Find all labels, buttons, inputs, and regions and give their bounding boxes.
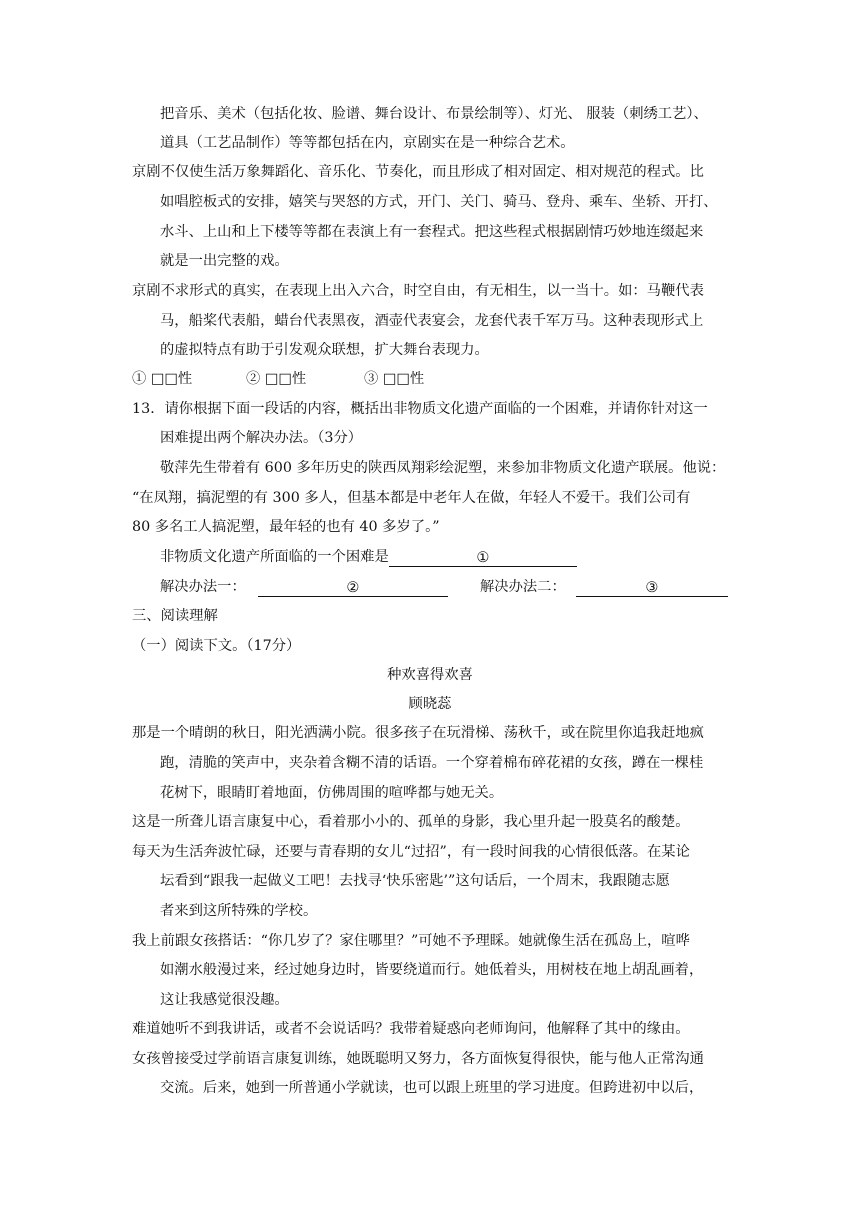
solution-2-answer-blank[interactable] <box>576 578 728 597</box>
solution-2-label: 解决办法二： <box>480 579 566 595</box>
blank-marker: ② <box>346 580 360 596</box>
section-heading: 三、阅读理解 <box>132 608 218 624</box>
subsection-heading: （一）阅读下文。（17分） <box>132 638 301 654</box>
answer-option: ③ □□性 <box>364 371 425 387</box>
article-text: 跑，清脆的笑声中，夹杂着含糊不清的话语。一个穿着棉布碎花裙的女孩，蹲在一棵桂 <box>160 755 704 771</box>
material-text: 80 多名工人搞泥塑，最年轻的也有 40 多岁了。” <box>132 519 440 535</box>
answer-option: ① □□性 <box>132 371 193 387</box>
blank-marker: ① <box>476 550 490 566</box>
text-line: 如唱腔板式的安排，嬉笑与哭怒的方式，开门、关门、骑马、登舟、乘车、坐轿、开打、 <box>160 194 718 210</box>
text-line: 水斗、上山和上下楼等等都在表演上有一套程式。把这些程式根据剧情巧妙地连缀起来 <box>160 224 704 240</box>
material-text: 敬萍先生带着有 600 多年历史的陕西凤翔彩绘泥塑，来参加非物质文化遗产联展。他说： <box>160 460 726 476</box>
article-text: 花树下，眼睛盯着地面，仿佛周围的喧哗都与她无关。 <box>160 785 504 801</box>
article-text: 那是一个晴朗的秋日，阳光洒满小院。很多孩子在玩滑梯、荡秋千，或在院里你追我赶地疯 <box>132 725 704 741</box>
text-line: 京剧不求形式的真实，在表现上出入六合，时空自由，有无相生，以一当十。如：马鞭代表 <box>132 283 704 299</box>
blank-marker: ③ <box>645 580 659 596</box>
article-text: 每天为生活奔波忙碌，还要与青春期的女儿“过招”，有一段时间我的心情很低落。在某论 <box>132 844 690 860</box>
solution-1-answer-blank[interactable] <box>258 578 448 597</box>
text-line: 把音乐、美术（包括化妆、脸谱、舞台设计、布景绘制等）、灯光、 服装（刺绣工艺）、 <box>160 106 708 122</box>
article-text: 如潮水般漫过来，经过她身边时，皆要绕道而行。她低着头，用树枝在地上胡乱画着， <box>160 962 704 978</box>
solution-2-line <box>480 577 728 597</box>
article-text: 我上前跟女孩搭话：“你几岁了？家住哪里？”可她不予理睬。她就像生活在孤岛上，喧哗 <box>132 933 690 949</box>
difficulty-label: 非物质文化遗产所面临的一个困难是 <box>160 549 389 565</box>
answer-option: ② □□性 <box>246 371 307 387</box>
solution-1-line <box>160 577 448 597</box>
article-text: 这让我感觉很没趣。 <box>160 992 289 1008</box>
article-text: 这是一所聋儿语言康复中心，看着那小小的、孤单的身影，我心里升起一股莫名的酸楚。 <box>132 814 690 830</box>
difficulty-answer-blank[interactable] <box>389 548 577 567</box>
difficulty-line <box>160 547 577 567</box>
question-13: 13．请你根据下面一段话的内容，概括出非物质文化遗产面临的一个困难，并请你针对这一 <box>132 401 708 417</box>
question-13-line: 困难提出两个解决办法。（3分） <box>160 430 363 446</box>
article-title: 种欢喜得欢喜 <box>387 667 473 683</box>
article-text: 坛看到“跟我一起做义工吧！去找寻‘快乐密匙’”这句话后，一个周末，我跟随志愿 <box>160 873 670 889</box>
material-text: “在凤翔，搞泥塑的有 300 多人，但基本都是中老年人在做，年轻人不爱干。我们公司有 <box>132 490 691 506</box>
article-text: 难道她听不到我讲话，或者不会说话吗？我带着疑惑向老师询问，他解释了其中的缘由。 <box>132 1021 690 1037</box>
article-text: 者来到这所特殊的学校。 <box>160 903 318 919</box>
text-line: 京剧不仅使生活万象舞蹈化、音乐化、节奏化，而且形成了相对固定、相对规范的程式。比 <box>132 164 704 180</box>
text-line: 就是一出完整的戏。 <box>160 253 289 269</box>
article-author: 顾晓蕊 <box>408 696 452 712</box>
article-text: 交流。后来，她到一所普通小学就读，也可以跟上班里的学习进度。但跨进初中以后， <box>160 1080 704 1096</box>
article-text: 女孩曾接受过学前语言康复训练，她既聪明又努力，各方面恢复得很快，能与他人正常沟通 <box>132 1051 704 1067</box>
text-line: 的虚拟特点有助于引发观众联想，扩大舞台表现力。 <box>160 342 489 358</box>
text-line: 道具（工艺品制作）等等都包括在内，京剧实在是一种综合艺术。 <box>160 135 575 151</box>
solution-1-label: 解决办法一： <box>160 579 246 595</box>
text-line: 马，船桨代表船，蜡台代表黑夜，酒壶代表宴会，龙套代表千军万马。这种表现形式上 <box>160 313 704 329</box>
